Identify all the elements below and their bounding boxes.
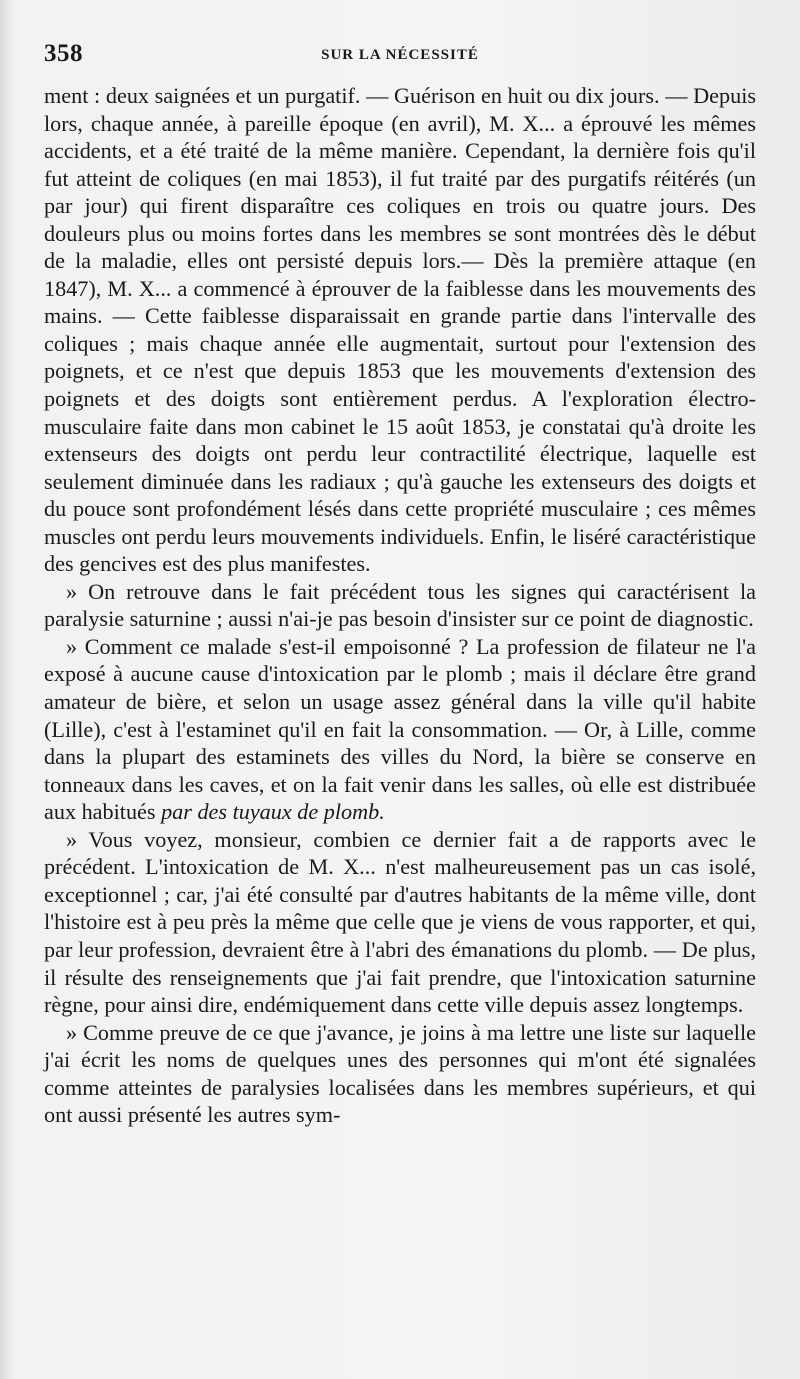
italic-lead-pipes-phrase: par des tuyaux de plomb.	[161, 799, 385, 825]
paragraph-poisoning-source-text: » Comment ce malade s'est-il empoisonné ? La profession de filateur ne l'a exposé à aucune cause d'intoxication par le plomb ; mais il déclare être grand amateur de bière, et selon un usage assez général dans la ville qu'il habite (Lille), c'est à l'estaminet qu'il en fait la consommation. — Or, à Lille, comme dans la plupart des estaminets des villes du Nord, la bière se conserve en tonneaux dans les caves, et on la fait venir dans les salles, où elle est distribuée aux habitués	[44, 633, 756, 825]
running-head	[44, 40, 756, 74]
paragraph-case-continuation: ment : deux saignées et un purgatif. — Guérison en huit ou dix jours. — Depuis lors, chaque année, à pareille époque (en avril), M. X... a éprouvé les mêmes accidents, et a été traité de la même manière. Cependant, la dernière fois qu'il fut atteint de coliques (en mai 1853), il fut traité par des purgatifs réitérés (un par jour) qui firent disparaître ces coliques en trois ou quatre jours. Des douleurs plus ou moins fortes dans les membres se sont montrées dès le début de la maladie, elles ont persisté depuis lors.— Dès la première attaque (en 1847), M. X... a commencé à éprouver de la faiblesse dans les mouvements des mains. — Cette faiblesse disparaissait en grande partie dans l'intervalle des coliques ; mais chaque année elle augmentait, surtout pour l'extension des poignets, et ce n'est que depuis 1853 que les mouvements d'extension des poignets et des doigts sont entièrement perdus. A l'exploration électro-musculaire faite dans mon cabinet le 15 août 1853, je constatai qu'à droite les extenseurs des doigts ont perdu leur contractilité électrique, laquelle est seulement diminuée dans les radiaux ; qu'à gauche les extenseurs des doigts et du pouce sont profondément lésés dans cette propriété musculaire ; ces mêmes muscles ont perdu leurs mouvements individuels. Enfin, le liséré caractéristique des gencives est des plus manifestes.	[44, 83, 756, 577]
paragraph-saturnine-paralysis: » On retrouve dans le fait précédent tous les signes qui caractérisent la paralysie saturnine ; aussi n'ai-je pas besoin d'insister sur ce point de diagnostic.	[44, 578, 756, 632]
running-title: SUR LA NÉCESSITÉ	[321, 47, 479, 63]
paragraph-comparison: » Vous voyez, monsieur, combien ce dernier fait a de rapports avec le précédent. L'intoxication de M. X... n'est malheureusement pas un cas isolé, exceptionnel ; car, j'ai été consulté par d'autres habitants de la même ville, dont l'histoire est à peu près la même que celle que je viens de vous rapporter, et qui, par leur profession, devraient être à l'abri des émanations du plomb. — De plus, il résulte des renseignements que j'ai fait prendre, que l'intoxication saturnine règne, pour ainsi dire, endémiquement dans cette ville depuis assez longtemps.	[44, 826, 756, 1018]
page-number: 358	[44, 40, 83, 67]
paragraph-poisoning-source	[44, 633, 756, 826]
body-text	[44, 82, 756, 1129]
paragraph-list-of-patients: » Comme preuve de ce que j'avance, je joins à ma lettre une liste sur laquelle j'ai écrit les noms de quelques unes des personnes qui m'ont été signalées comme atteintes de paralysies localisées dans les membres supérieurs, et qui ont aussi présenté les autres sym-	[44, 1019, 756, 1128]
